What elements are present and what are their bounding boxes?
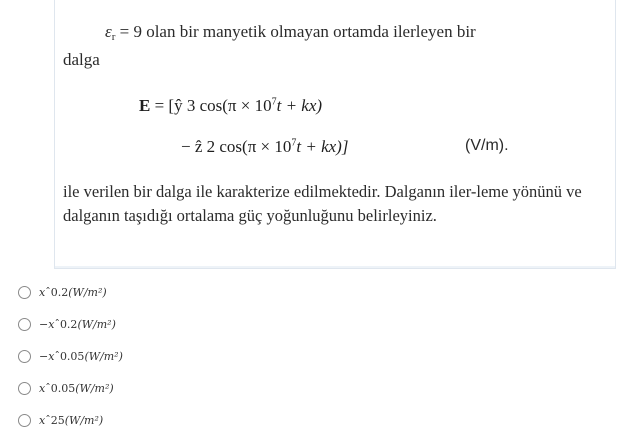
question-paragraph: ile verilen bir dalga ile karakterize edilmektedir. Dalganın iler-leme yönünü ve dalganın taşıdığı ortalama güç yoğunluğunu belirleyiniz. [63,182,582,225]
answer-option-label: xˆ25(W/m²) [39,413,104,427]
radio-button[interactable] [18,414,31,427]
radio-button[interactable] [18,350,31,363]
equation-line-1 [139,96,322,116]
epsilon-subscript: r [111,31,116,43]
equation-2-body: − ẑ 2 cos(π × 10 [181,137,292,156]
equation-2-tail: t + kx)] [296,137,349,156]
answer-option-2[interactable] [18,314,116,334]
equation-line-2 [181,137,348,157]
equation-1-exponent: 7 [271,96,277,108]
answer-option-1[interactable] [18,282,107,302]
radio-button[interactable] [18,286,31,299]
answer-option-label: −xˆ0.2(W/m²) [39,317,116,331]
equation-unit: (V/m). [465,137,509,154]
question-line-1-text: = 9 olan bir manyetik olmayan ortamda ilerleyen bir [115,22,476,41]
epsilon-symbol: ε [105,22,112,41]
radio-button[interactable] [18,382,31,395]
equation-2-exponent: 7 [291,137,297,149]
equation-1-body: = [ŷ 3 cos(π × 10 [150,96,272,115]
question-panel [54,0,616,269]
answer-option-label: −xˆ0.05(W/m²) [39,349,123,363]
question-line-2: dalga [63,50,100,69]
equation-e-symbol: E [139,96,151,115]
answer-option-label: xˆ0.05(W/m²) [39,381,114,395]
answer-option-label: xˆ0.2(W/m²) [39,285,107,299]
equation-1-tail: t + kx) [276,96,323,115]
answer-option-3[interactable] [18,346,123,366]
answer-option-5[interactable] [18,410,103,430]
radio-button[interactable] [18,318,31,331]
answer-option-4[interactable] [18,378,114,398]
question-line-1 [105,22,476,43]
